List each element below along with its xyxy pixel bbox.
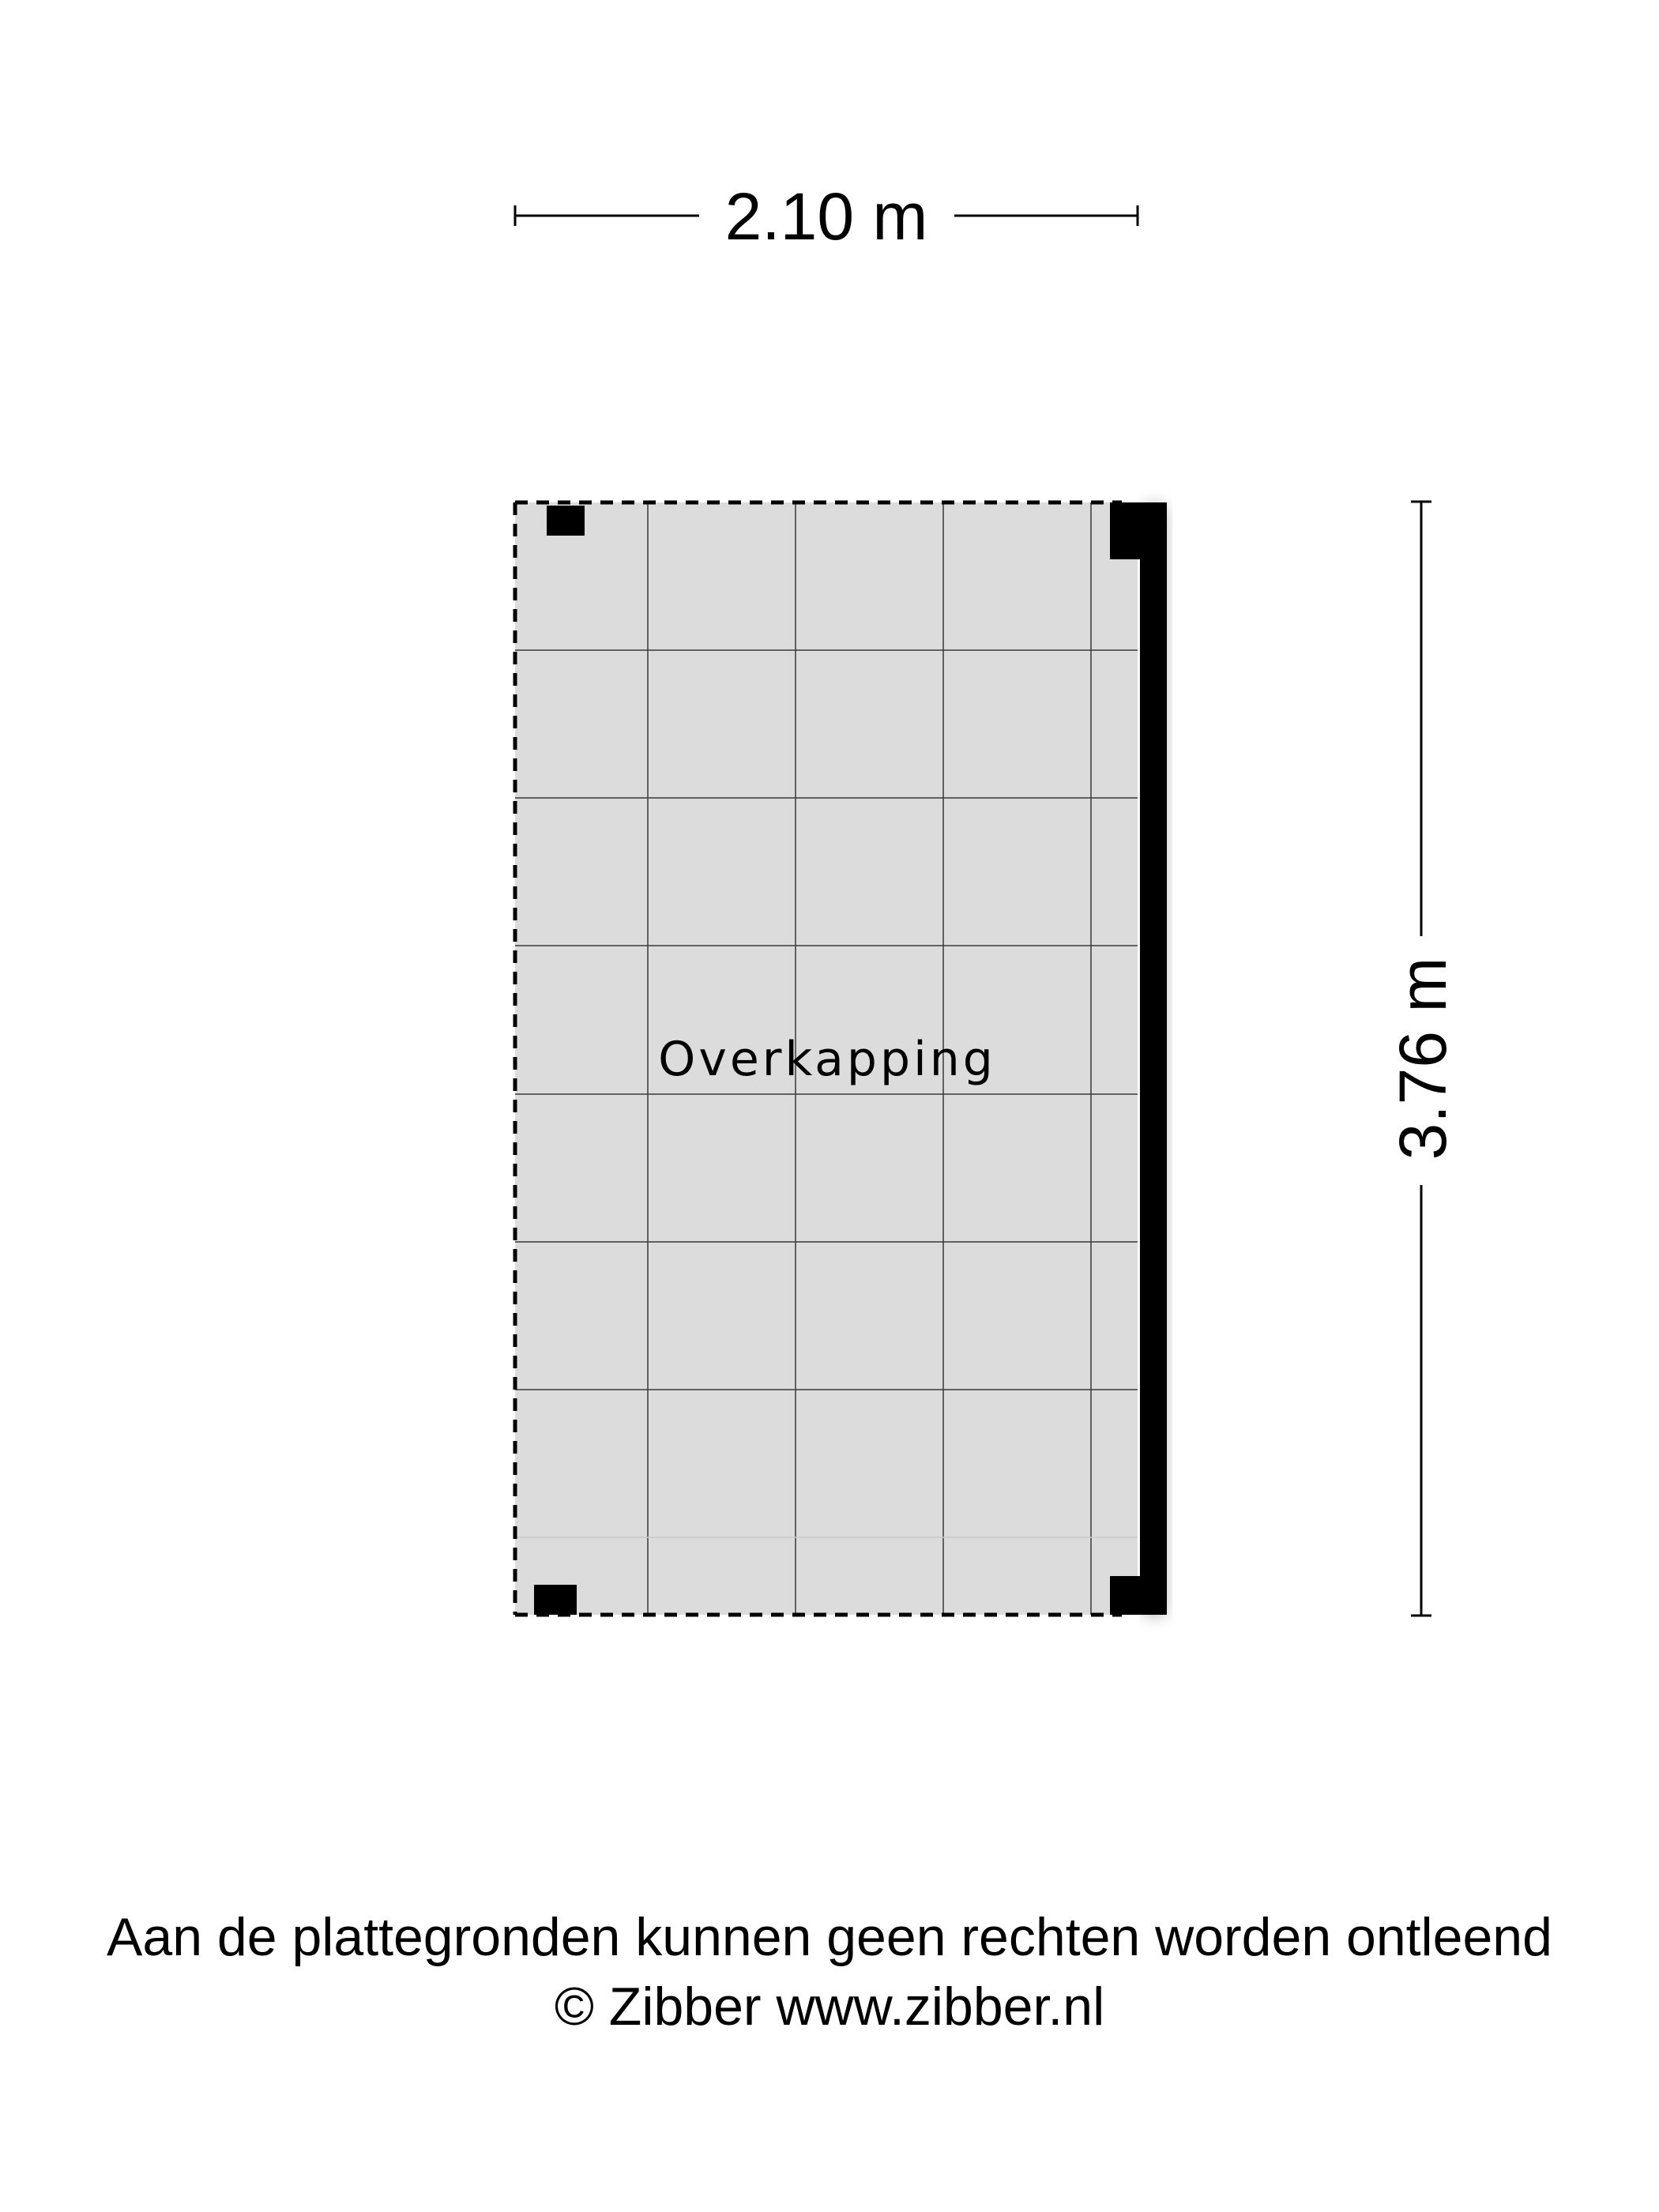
post-bottom-right — [1110, 1576, 1142, 1615]
copyright-text: © Zibber www.zibber.nl — [554, 1977, 1105, 2037]
post-top-right — [1110, 502, 1142, 559]
right-wall — [1140, 502, 1167, 1615]
disclaimer-text: Aan de plattegronden kunnen geen rechten worden ontleend — [107, 1907, 1552, 1967]
height-dimension — [1386, 502, 1460, 1616]
post-top-left — [547, 506, 585, 536]
width-dimension-label: 2.10 m — [724, 179, 928, 254]
height-dimension-label: 3.76 m — [1386, 957, 1460, 1161]
post-bottom-left — [534, 1585, 577, 1615]
room-overkapping — [515, 502, 1167, 1615]
width-dimension — [515, 179, 1138, 254]
room-label: Overkapping — [658, 1032, 996, 1087]
